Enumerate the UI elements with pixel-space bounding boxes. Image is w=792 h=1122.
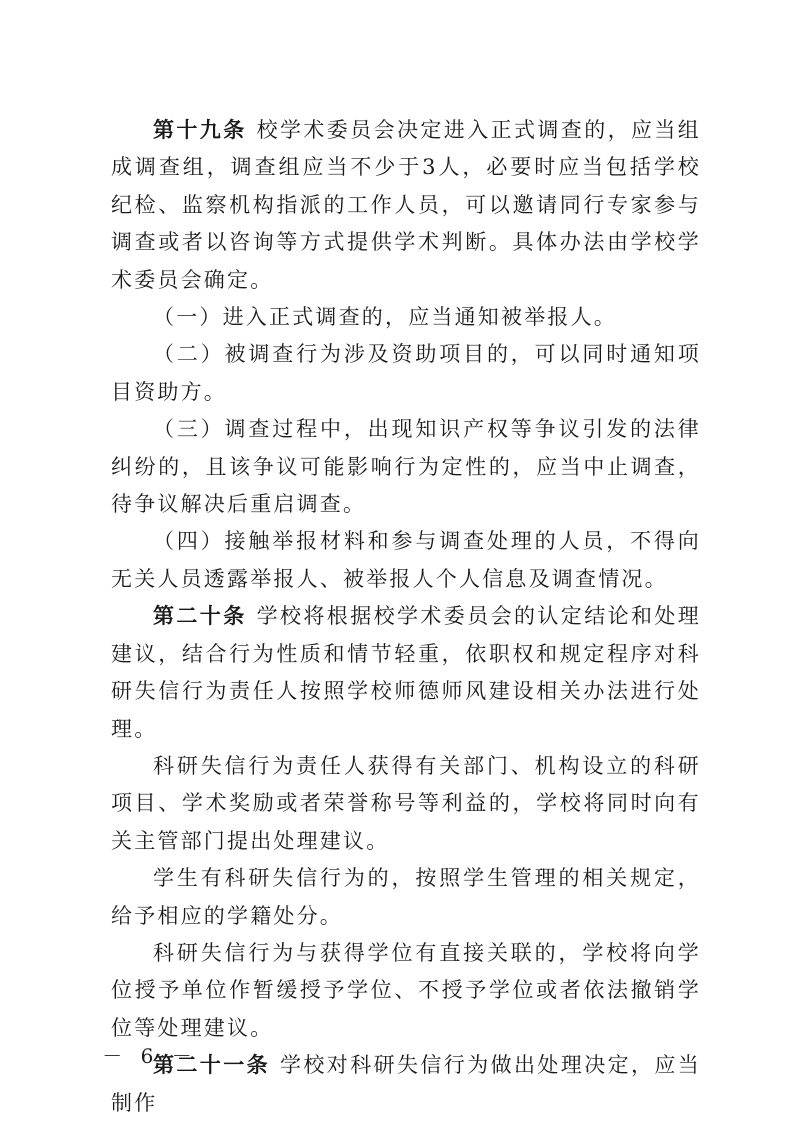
paragraph-text: （三）调查过程中，出现知识产权等争议引发的法律纠纷的，且该争议可能影响行为定性的，应当中止调查，待争议解决后重启调查。 (111, 417, 701, 517)
paragraph-text: （四）接触举报材料和参与调查处理的人员，不得向无关人员透露举报人、被举报人个人信息及调查情况。 (111, 529, 701, 591)
paragraph-article-20-2 (111, 748, 701, 860)
paragraph-item-3 (111, 411, 701, 523)
paragraph-article-20 (111, 598, 701, 748)
article-number: 第二十一条 (153, 1053, 270, 1078)
paragraph-item-2 (111, 336, 701, 411)
paragraph-text: （一）进入正式调查的，应当通知被举报人。 (153, 305, 617, 330)
paragraph-text: 校学术委员会决定进入正式调查的，应当组成调查组，调查组应当不少于3人，必要时应当包括学校纪检、监察机构指派的工作人员，可以邀请同行专家参与调查或者以咨询等方式提供学术判断。具体办法由学校学术委员会确定。 (111, 118, 701, 292)
paragraph-text: 学生有科研失信行为的，按照学生管理的相关规定，给予相应的学籍处分。 (111, 866, 701, 928)
paragraph-text: 科研失信行为责任人获得有关部门、机构设立的科研项目、学术奖励或者荣誉称号等利益的，学校将同时向有关主管部门提出处理建议。 (111, 753, 701, 853)
article-number: 第二十条 (153, 604, 247, 629)
paragraph-article-19 (111, 112, 701, 299)
paragraph-text: 科研失信行为与获得学位有直接关联的，学校将向学位授予单位作暂缓授予学位、不授予学位或者依法撤销学位等处理建议。 (111, 940, 701, 1040)
paragraph-text: 学校对科研失信行为做出处理决定，应当制作 (111, 1053, 701, 1115)
paragraph-item-4 (111, 523, 701, 598)
page-number: － 6 － (102, 1044, 198, 1068)
paragraph-text: 学校将根据校学术委员会的认定结论和处理建议，结合行为性质和情节轻重，依职权和规定程序对科研失信行为责任人按照学校师德师风建设相关办法进行处理。 (111, 604, 701, 741)
paragraph-text: （二）被调查行为涉及资助项目的，可以同时通知项目资助方。 (111, 342, 701, 404)
article-number: 第十九条 (153, 118, 247, 142)
paragraph-article-20-4 (111, 935, 701, 1047)
paragraph-article-20-3 (111, 860, 701, 935)
body-text (111, 112, 701, 1122)
paragraph-item-1 (111, 299, 701, 336)
